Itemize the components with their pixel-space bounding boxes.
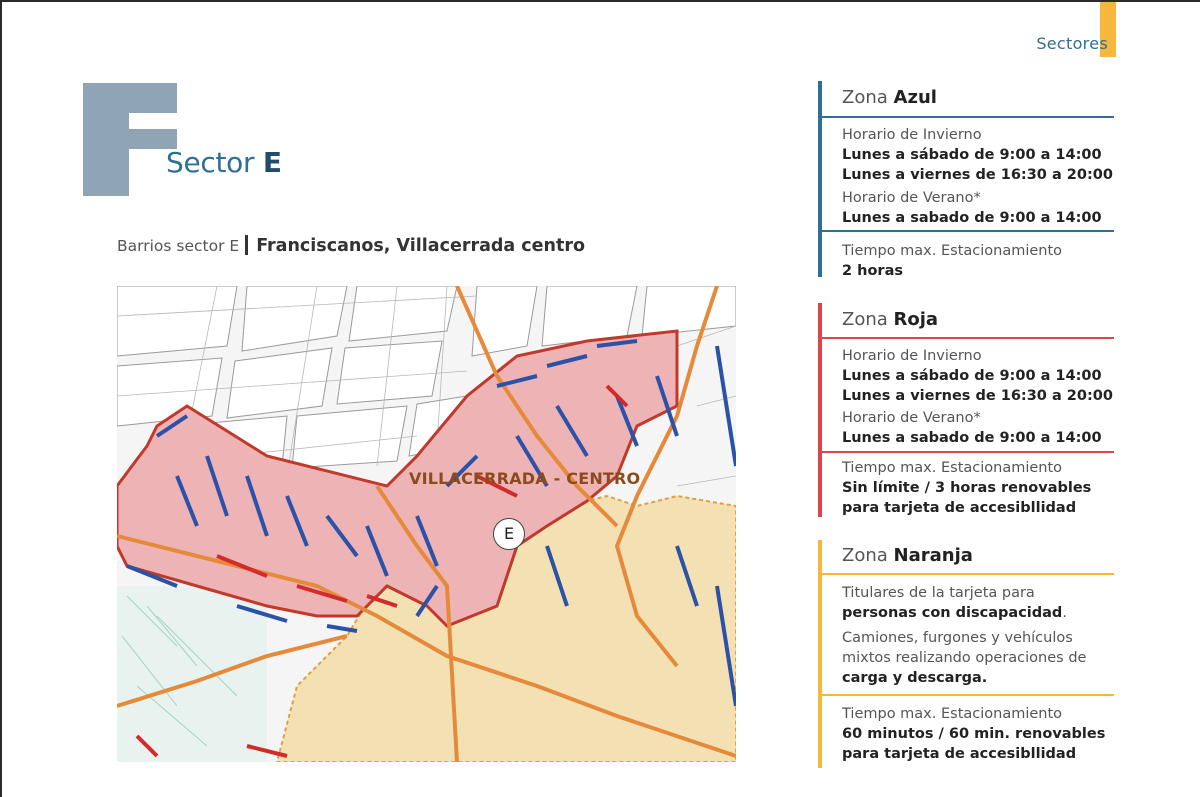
sector-title bbox=[166, 146, 282, 179]
zone-azul-bar bbox=[818, 81, 822, 277]
zone-roja-summer-label: Horario de Verano* bbox=[842, 410, 981, 426]
zone-naranja-title bbox=[842, 545, 973, 566]
zone-roja-winter bbox=[842, 346, 1114, 406]
zone-azul-winter-1: Lunes a sábado de 9:00 a 14:00 bbox=[842, 147, 1102, 163]
zone-azul-prefix: Zona bbox=[842, 87, 888, 108]
sector-letter-e-icon bbox=[83, 83, 177, 196]
zone-azul-rule bbox=[822, 116, 1114, 118]
zone-azul-summer-label: Horario de Verano* bbox=[842, 190, 981, 206]
barrios-line bbox=[117, 235, 585, 256]
zone-naranja-rule-2 bbox=[822, 694, 1114, 696]
zone-naranja-max-value-2: para tarjeta de accesibllidad bbox=[842, 746, 1077, 762]
zone-roja-bar bbox=[818, 303, 822, 517]
barrios-value: Franciscanos, Villacerrada centro bbox=[256, 236, 586, 256]
zone-azul-winter-label: Horario de Invierno bbox=[842, 127, 982, 143]
zone-azul-max-label: Tiempo max. Estacionamiento bbox=[842, 243, 1063, 259]
zone-naranja-prefix: Zona bbox=[842, 545, 888, 566]
zone-naranja-max bbox=[842, 704, 1114, 764]
sector-letter-graphic bbox=[83, 83, 177, 196]
zone-roja-rule bbox=[822, 337, 1114, 339]
zone-azul-summer-1: Lunes a sabado de 9:00 a 14:00 bbox=[842, 210, 1102, 226]
zone-azul-summer bbox=[842, 188, 1114, 228]
zone-roja-name: Roja bbox=[893, 309, 939, 330]
zone-naranja-p1-line1: Titulares de la tarjeta para bbox=[842, 585, 1035, 601]
zone-naranja-p1 bbox=[842, 583, 1114, 623]
zone-azul-winter-2: Lunes a viernes de 16:30 a 20:00 bbox=[842, 167, 1113, 183]
zone-naranja bbox=[818, 540, 1114, 768]
zone-roja-winter-2: Lunes a viernes de 16:30 a 20:00 bbox=[842, 388, 1113, 404]
zone-roja-title bbox=[842, 309, 938, 330]
zone-roja-max bbox=[842, 458, 1114, 518]
zone-naranja-p2 bbox=[842, 628, 1114, 688]
zone-roja bbox=[818, 303, 1114, 517]
zone-roja-winter-label: Horario de Invierno bbox=[842, 348, 982, 364]
sector-title-prefix: Sector bbox=[166, 146, 255, 179]
section-label: Sectores bbox=[1036, 34, 1108, 53]
zone-azul-name: Azul bbox=[893, 87, 937, 108]
zone-naranja-p2-line2: mixtos realizando operaciones de bbox=[842, 650, 1087, 666]
zone-naranja-p2-line1: Camiones, furgones y vehículos bbox=[842, 630, 1073, 646]
zone-naranja-p1-end: . bbox=[1062, 605, 1067, 621]
zone-azul-winter bbox=[842, 125, 1114, 185]
zone-roja-max-value-1: Sin límite / 3 horas renovables bbox=[842, 480, 1092, 496]
sector-map[interactable] bbox=[117, 286, 736, 762]
zone-azul-max-value: 2 horas bbox=[842, 263, 903, 279]
zone-azul-rule-2 bbox=[822, 230, 1114, 232]
barrios-label: Barrios sector E bbox=[117, 237, 240, 255]
zone-roja-rule-2 bbox=[822, 451, 1114, 453]
zone-roja-max-label: Tiempo max. Estacionamiento bbox=[842, 460, 1063, 476]
zone-naranja-name: Naranja bbox=[893, 545, 973, 566]
zone-roja-summer-1: Lunes a sabado de 9:00 a 14:00 bbox=[842, 430, 1102, 446]
zone-naranja-p2-line3: carga y descarga. bbox=[842, 670, 988, 686]
zone-naranja-max-label: Tiempo max. Estacionamiento bbox=[842, 706, 1063, 722]
zone-naranja-p1-line2: personas con discapacidad bbox=[842, 605, 1063, 621]
zone-roja-max-value-2: para tarjeta de accesibllidad bbox=[842, 500, 1077, 516]
zone-roja-prefix: Zona bbox=[842, 309, 888, 330]
sector-marker[interactable]: E bbox=[493, 518, 525, 550]
barrios-separator bbox=[245, 235, 248, 255]
zone-azul-title bbox=[842, 87, 937, 108]
zone-roja-summer bbox=[842, 408, 1114, 448]
map-area-label: VILLACERRADA - CENTRO bbox=[409, 469, 641, 488]
sector-title-letter: E bbox=[262, 146, 282, 179]
zone-azul-max bbox=[842, 241, 1114, 281]
zone-naranja-max-value-1: 60 minutos / 60 min. renovables bbox=[842, 726, 1106, 742]
map-graphic bbox=[117, 286, 736, 762]
zone-roja-winter-1: Lunes a sábado de 9:00 a 14:00 bbox=[842, 368, 1102, 384]
zone-naranja-rule bbox=[822, 573, 1114, 575]
zone-azul bbox=[818, 81, 1114, 277]
